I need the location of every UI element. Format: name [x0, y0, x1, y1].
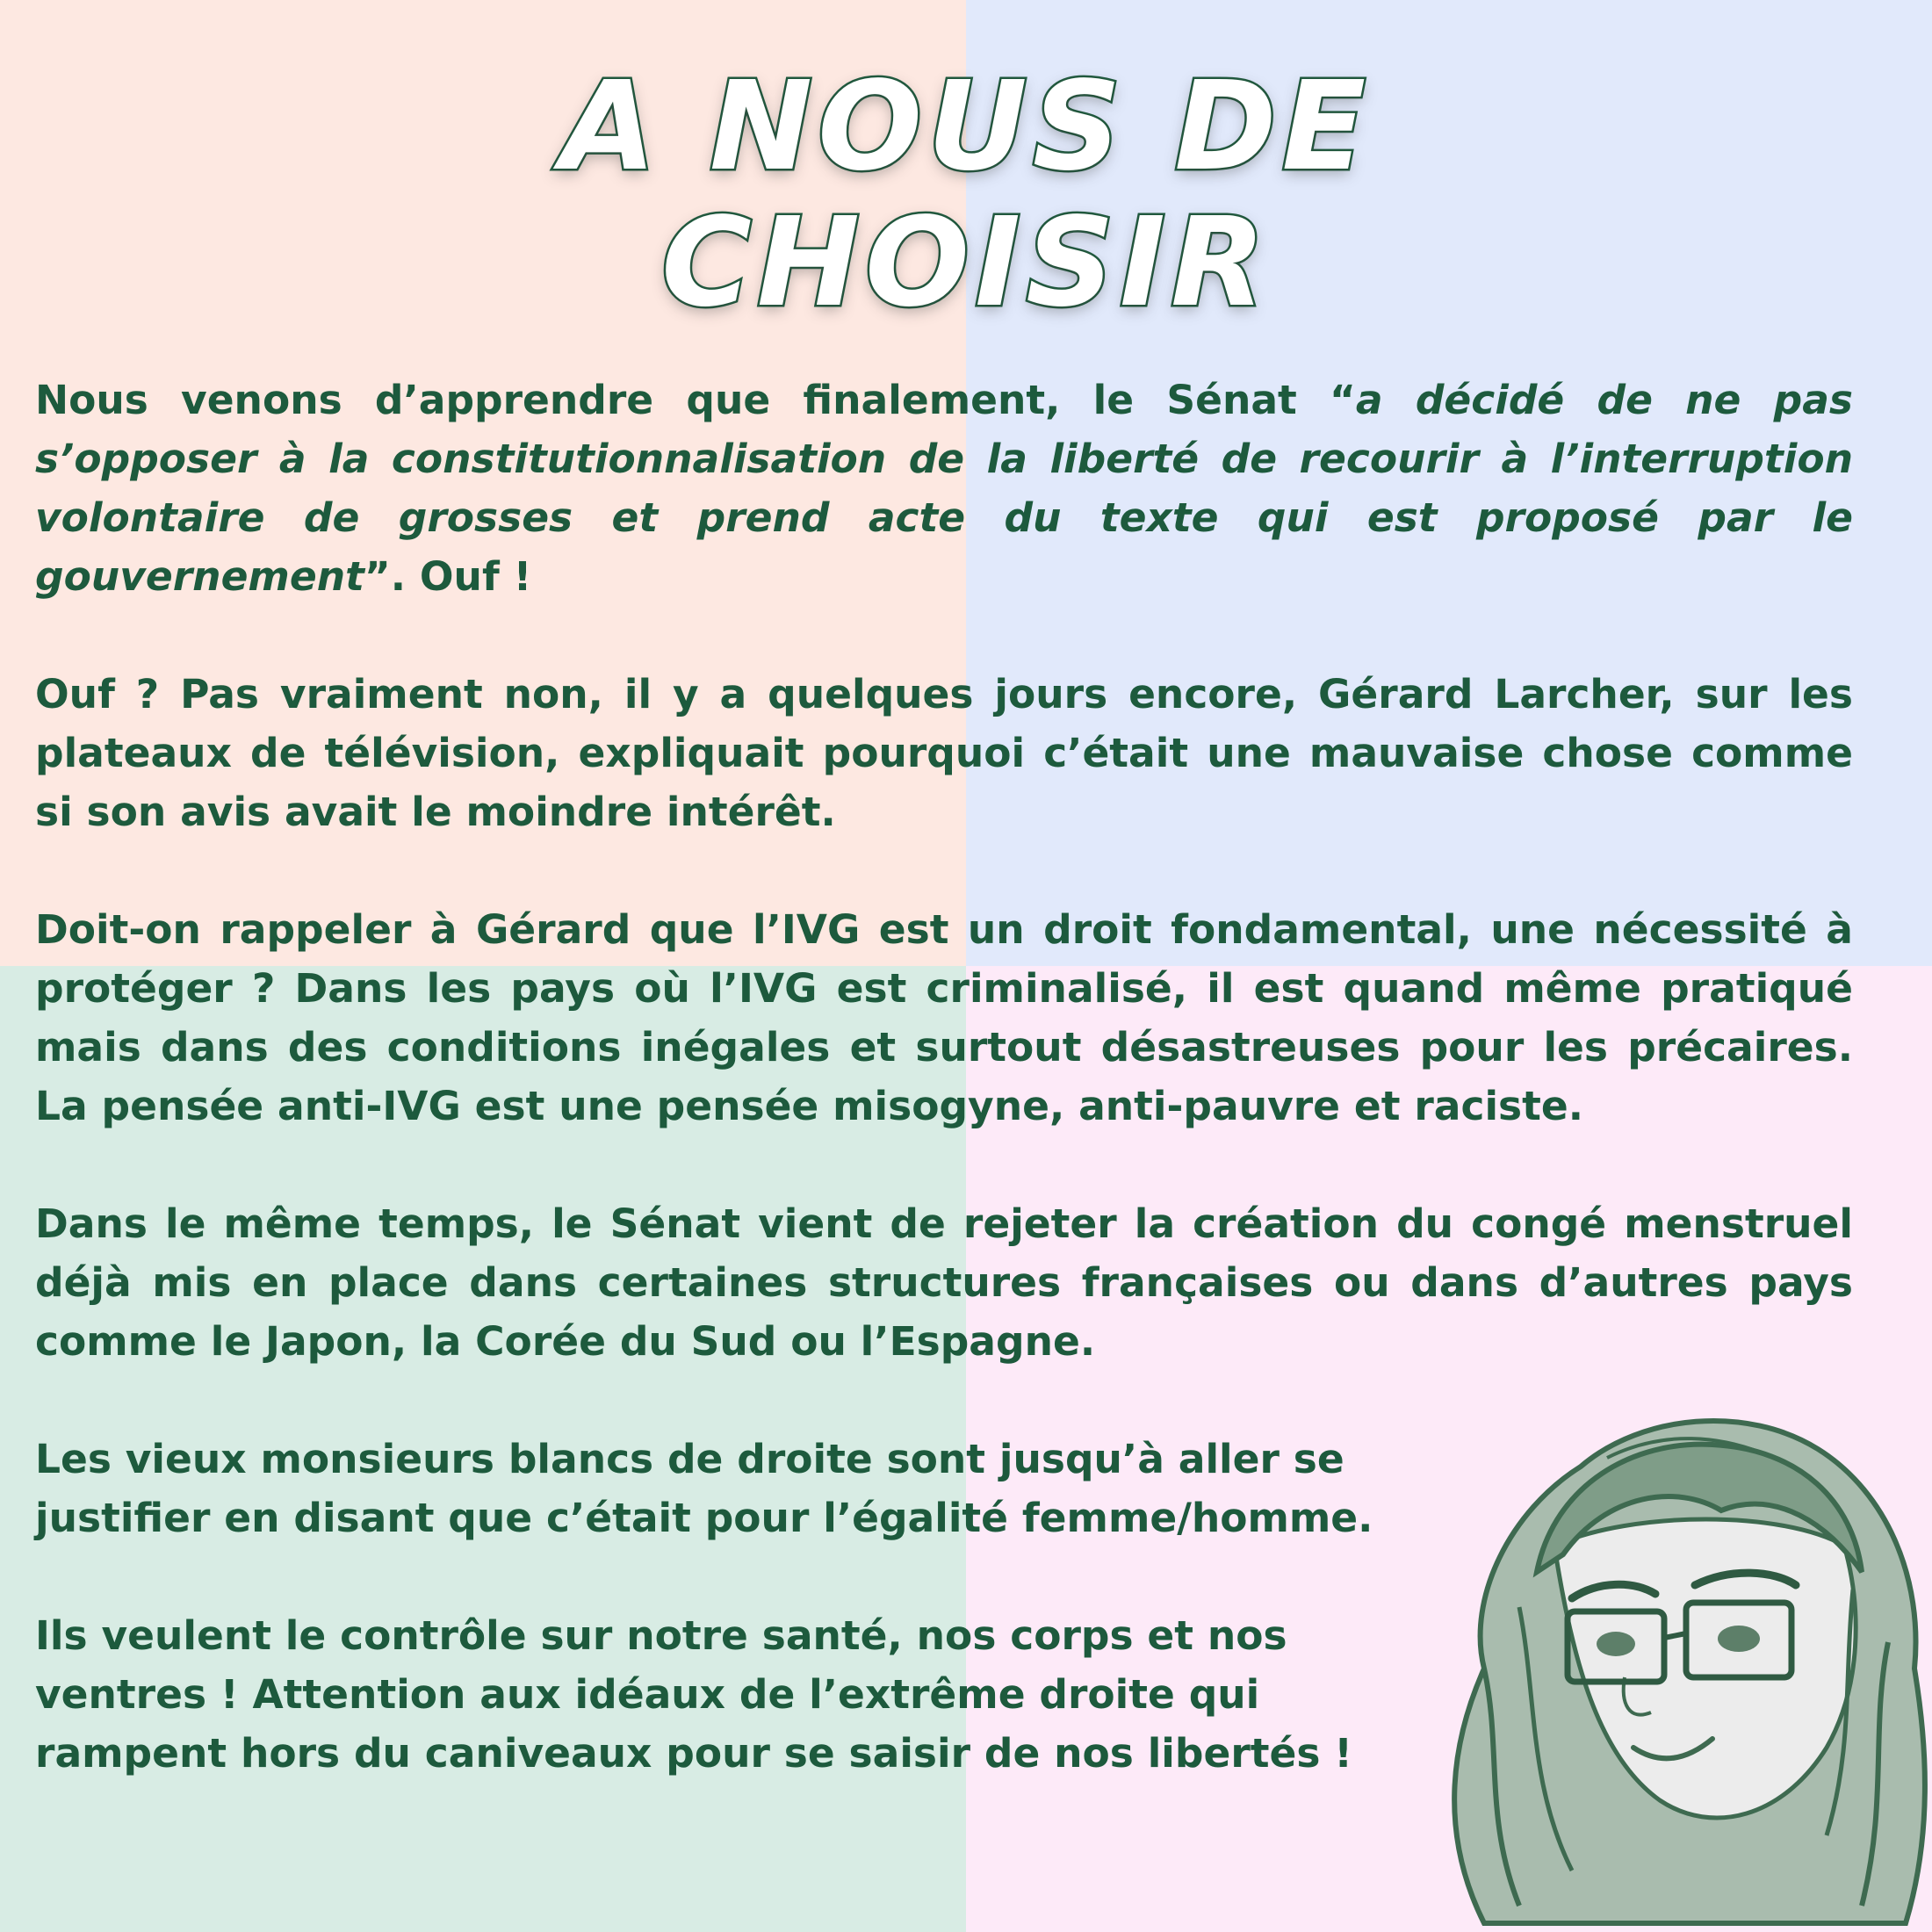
- p1-text-start: Nous venons d’apprendre que finalement, le Sénat “: [35, 377, 1356, 423]
- paragraph-vieux-monsieurs: [35, 1430, 1440, 1547]
- p5-line-1: Les vieux monsieurs blancs de droite sont jusqu’à aller se: [35, 1436, 1344, 1482]
- paragraph-senat-decision: [35, 371, 1853, 606]
- p1-text-end: ”. Ouf !: [364, 553, 532, 600]
- portrait-illustration: [1431, 1379, 1932, 1932]
- paragraph-gerard-larcher: Ouf ? Pas vraiment non, il y a quelques jours encore, Gérard Larcher, sur les plateaux de télévision, expliquait pourquoi c’était une mauvaise chose comme si son avis avait le moindre intérêt.: [35, 671, 1853, 835]
- p6-line-2: ventres ! Attention aux idéaux de l’extrême droite qui: [35, 1671, 1260, 1718]
- p6-line-3: rampent hors du caniveaux pour se saisir de nos libertés !: [35, 1730, 1353, 1777]
- p5-line-2: justifier en disant que c’était pour l’égalité femme/homme.: [35, 1495, 1373, 1541]
- title-line-1: A NOUS DE: [560, 55, 1372, 198]
- paragraph-controle: [35, 1606, 1440, 1783]
- paragraph-conge-menstruel: Dans le même temps, le Sénat vient de rejeter la création du congé menstruel déjà mis en place dans certaines structures françaises ou dans d’autres pays comme le Japon, la Corée du Sud ou l’Espagne.: [35, 1200, 1853, 1365]
- p6-line-1: Ils veulent le contrôle sur notre santé, nos corps et nos: [35, 1612, 1287, 1659]
- title-line-2: CHOISIR: [661, 191, 1271, 335]
- p1-quote: a décidé de ne pas s’opposer à la constitutionnalisation de la liberté de recourir à l’interruption volontaire de grosses et prend acte du texte qui est proposé par le gouvernement: [35, 377, 1853, 600]
- paragraph-ivg-right: Doit-on rappeler à Gérard que l’IVG est un droit fondamental, une nécessité à protéger ? Dans les pays où l’IVG est criminalisé, il est quand même pratiqué mais dans des conditions inégales et surtout désastreuses pour les précaires. La pensée anti-IVG est une pensée misogyne, anti-pauvre et raciste.: [35, 906, 1853, 1129]
